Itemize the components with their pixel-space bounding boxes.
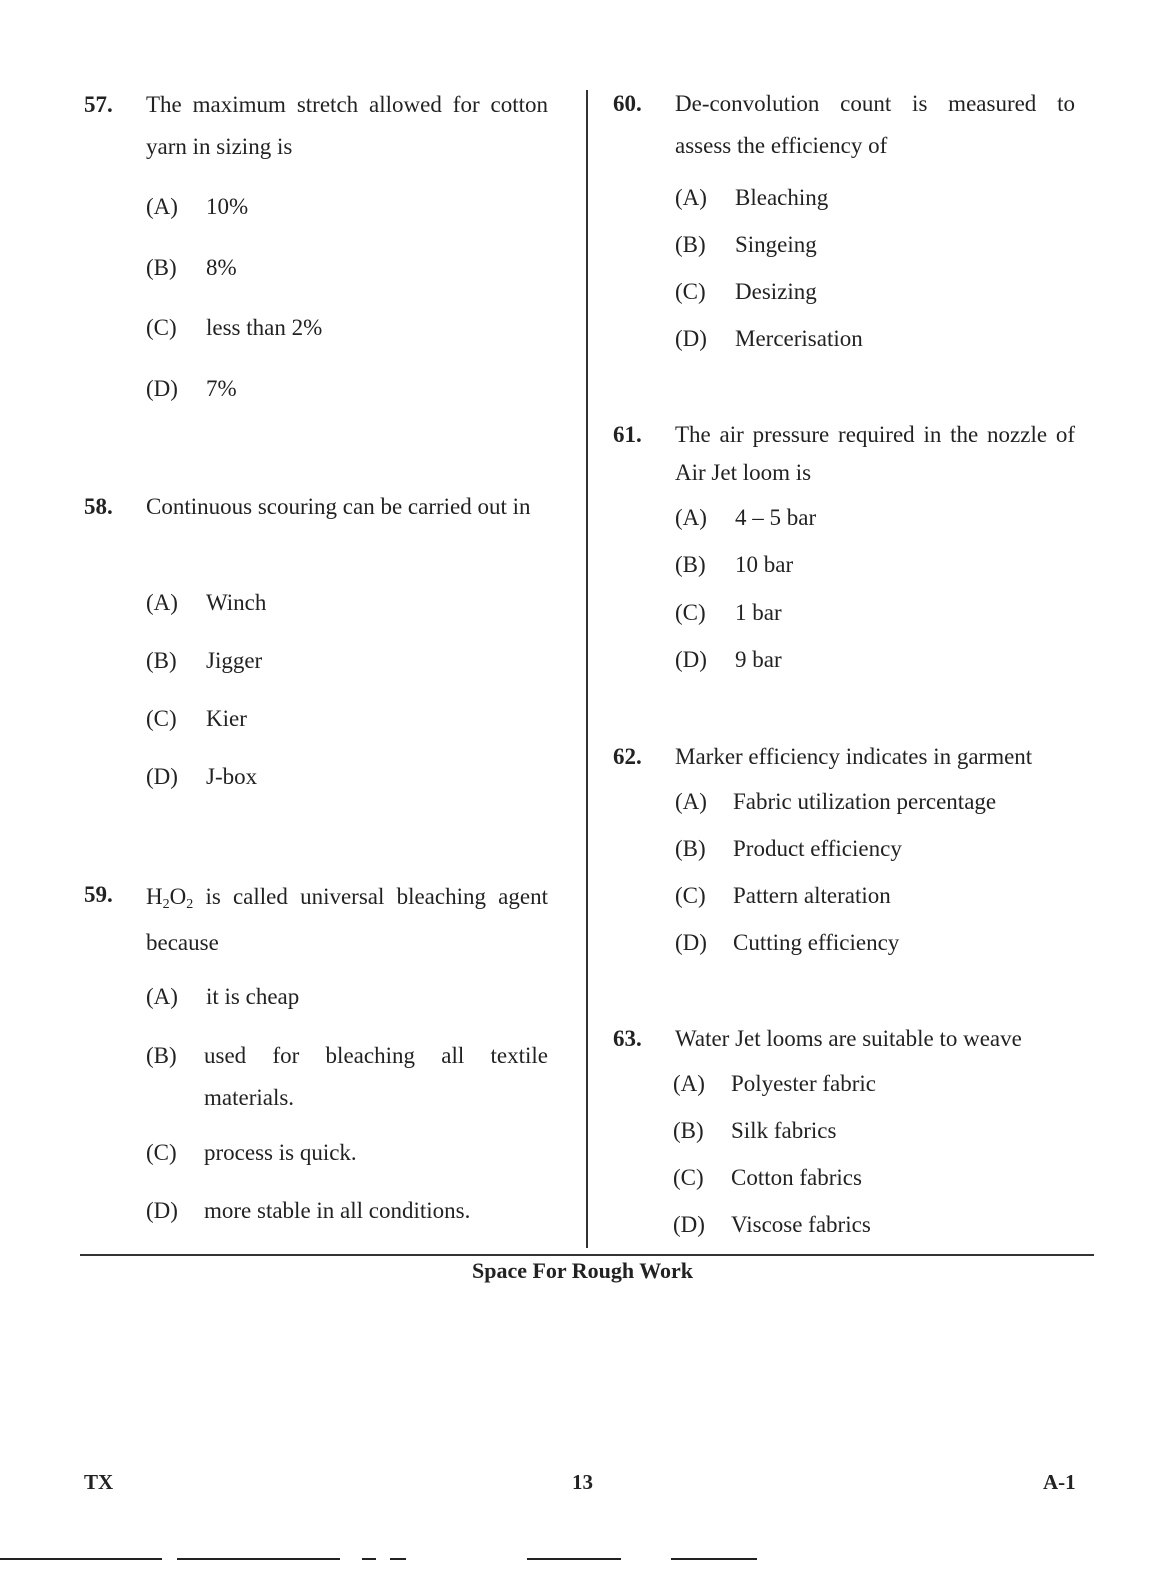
question-text-rest: is called universal bleaching agent because [146,884,548,955]
question-number: 63. [613,1026,642,1051]
option-text: 8% [206,255,237,280]
option-b[interactable] [675,836,902,862]
option-text: Cutting efficiency [733,930,900,955]
option-text: more stable in all conditions. [204,1198,471,1223]
question-text: De-convolution count is measured to assess the efficiency of [675,91,1075,158]
option-label: (D) [675,647,707,672]
option-text: Desizing [735,279,817,304]
option-c[interactable] [675,279,817,305]
option-b[interactable] [673,1118,836,1144]
question-text: The maximum stretch allowed for cotton yarn in sizing is [146,92,548,159]
option-b[interactable] [146,255,237,281]
option-text: it is cheap [206,984,300,1009]
option-label: (C) [675,883,706,908]
option-text: Jigger [206,648,263,673]
option-label: (B) [675,836,706,861]
question-text: The air pressure required in the nozzle of Air Jet loom is [675,422,1075,485]
option-label: (B) [146,255,177,280]
option-a[interactable] [146,194,248,220]
option-a[interactable] [146,590,266,616]
option-text: 10 bar [735,552,794,577]
question-59 [84,874,548,964]
question-58 [84,486,548,570]
option-text: 9 bar [735,647,782,672]
option-b[interactable] [675,552,793,578]
option-label: (D) [675,326,707,351]
option-label: (D) [675,930,707,955]
rough-work-heading: Space For Rough Work [471,1258,694,1283]
scan-edge-mark [0,1558,162,1560]
option-label: (B) [146,648,177,673]
question-number: 62. [613,744,642,769]
option-label: (D) [146,764,178,789]
option-text: process is quick. [204,1140,357,1165]
option-text: 1 bar [735,600,782,625]
option-text: Mercerisation [735,326,863,351]
option-d[interactable] [146,1198,470,1224]
option-text: used for bleaching all textile materials. [204,1043,548,1110]
question-62 [613,736,1075,778]
option-text: Singeing [735,232,817,257]
option-text: Polyester fabric [731,1071,876,1096]
option-c[interactable] [675,600,782,626]
option-text: Viscose fabrics [731,1212,871,1237]
question-text: Marker efficiency indicates in garment [675,744,1033,769]
option-label: (C) [675,600,706,625]
option-c[interactable] [673,1165,862,1191]
footer-series-code: A-1 [1043,1470,1076,1494]
question-text: Water Jet looms are suitable to weave [675,1026,1022,1051]
option-label: (A) [675,185,707,210]
option-a[interactable] [675,185,828,211]
option-label: (A) [673,1071,705,1096]
option-text: less than 2% [206,315,323,340]
option-text: Kier [206,706,247,731]
option-text: 10% [206,194,249,219]
question-number: 59. [84,882,113,907]
option-label: (C) [675,279,706,304]
option-c[interactable] [146,1140,357,1166]
option-d[interactable] [675,326,863,352]
scan-edge-mark [527,1558,621,1560]
scan-edge-mark [177,1558,340,1560]
option-text: Pattern alteration [733,883,891,908]
option-label: (B) [146,1043,177,1068]
option-c[interactable] [146,706,247,732]
formula-sub-1: 2 [162,897,170,912]
option-b[interactable] [146,648,262,674]
footer-subject-code: TX [84,1470,114,1494]
scan-edge-mark [671,1558,757,1560]
question-60 [613,83,1075,167]
option-label: (A) [675,505,707,530]
option-b[interactable] [675,232,817,258]
option-label: (C) [146,1140,177,1165]
option-d[interactable] [146,376,237,402]
option-a[interactable] [675,505,816,531]
question-63 [613,1018,1075,1060]
formula-o: O [169,884,187,909]
option-text: J-box [206,764,258,789]
question-57 [84,84,548,168]
option-label: (C) [146,315,177,340]
option-label: (B) [675,232,706,257]
option-label: (A) [675,789,707,814]
option-label: (B) [675,552,706,577]
option-a[interactable] [675,789,996,815]
rough-work-rule [80,1254,1094,1256]
option-label: (B) [673,1118,704,1143]
option-label: (A) [146,590,178,615]
page-number: 13 [572,1470,593,1494]
option-text: Bleaching [735,185,829,210]
option-text: 4 – 5 bar [735,505,817,530]
scan-edge-mark [362,1558,376,1560]
option-a[interactable] [673,1071,876,1097]
option-label: (A) [146,194,178,219]
option-text: Product efficiency [733,836,902,861]
option-text: 7% [206,376,237,401]
question-text [146,874,548,966]
option-c[interactable] [146,315,322,341]
question-number: 58. [84,494,113,519]
option-label: (D) [146,1198,178,1223]
option-label: (D) [146,376,178,401]
option-d[interactable] [675,930,899,956]
question-text: Continuous scouring can be carried out in [146,494,531,519]
scan-edge-mark [390,1558,406,1560]
option-label: (D) [673,1212,705,1237]
option-text: Cotton fabrics [731,1165,862,1190]
option-text: Silk fabrics [731,1118,837,1143]
option-a[interactable] [146,984,299,1010]
option-b[interactable] [146,1035,548,1119]
option-label: (C) [146,706,177,731]
option-text: Winch [206,590,267,615]
option-d[interactable] [673,1212,871,1238]
option-d[interactable] [675,647,782,673]
question-number: 60. [613,91,642,116]
formula-h: H [146,884,163,909]
option-label: (A) [146,984,178,1009]
option-c[interactable] [675,883,891,909]
question-61 [613,416,1075,492]
column-divider [586,90,588,1248]
option-d[interactable] [146,764,257,790]
question-number: 57. [84,92,113,117]
formula-sub-2: 2 [186,897,194,912]
question-number: 61. [613,422,642,447]
option-label: (C) [673,1165,704,1190]
option-text: Fabric utilization percentage [733,789,997,814]
